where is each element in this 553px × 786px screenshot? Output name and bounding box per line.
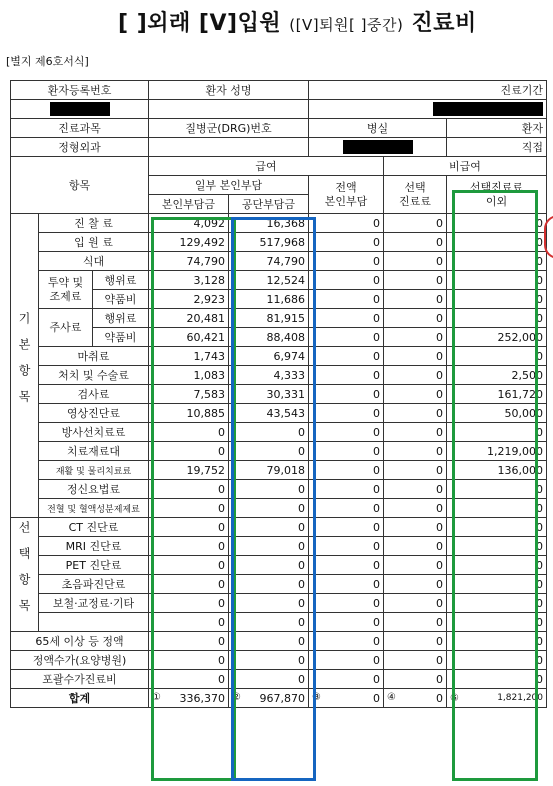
value-nonsel: 0: [447, 233, 547, 252]
job-label: 직접: [447, 138, 547, 157]
title-fee: 진료비: [411, 11, 477, 36]
row-sublabel: 행위료: [93, 271, 149, 290]
value-insurer: 16,368: [229, 214, 309, 233]
value-nonsel: 0: [447, 423, 547, 442]
circle-5: ⑤: [450, 692, 459, 704]
value-full: 0: [309, 613, 384, 632]
value-full: 0: [309, 480, 384, 499]
value-nonsel: 0: [447, 480, 547, 499]
value-full: 0: [309, 442, 384, 461]
value-self: 0: [149, 670, 229, 689]
value-nonsel: 0: [447, 537, 547, 556]
total-insurer: [229, 689, 309, 708]
value-insurer: 0: [229, 480, 309, 499]
value-sel: 0: [384, 594, 447, 613]
non-selective-header: 선택진료료 이외: [447, 176, 547, 214]
value-sel: 0: [384, 214, 447, 233]
redaction-bar: [433, 102, 543, 116]
row-label: 정액수가(요양병원): [11, 651, 149, 670]
medical-bill-table: [10, 80, 547, 708]
value-insurer: 0: [229, 670, 309, 689]
row-label: 방사선치료료: [39, 423, 149, 442]
uninsured-header: 비급여: [384, 157, 547, 176]
value-sel: 0: [384, 518, 447, 537]
circle-4: ④: [387, 691, 396, 703]
value-full: 0: [309, 214, 384, 233]
value-nonsel: 0: [447, 290, 547, 309]
value-self: 4,092: [149, 214, 229, 233]
value-nonsel: 252,000: [447, 328, 547, 347]
value-full: 0: [309, 290, 384, 309]
total-self: [149, 689, 229, 708]
row-label: 정신요법료: [39, 480, 149, 499]
value-insurer: 6,974: [229, 347, 309, 366]
table-row: [11, 309, 547, 328]
row-label: 보철·교정료·기타: [39, 594, 149, 613]
value-self: 0: [149, 575, 229, 594]
value-nonsel: 0: [447, 347, 547, 366]
value-sel: 0: [384, 461, 447, 480]
row-label: 식대: [39, 252, 149, 271]
circle-3: ③: [312, 691, 321, 703]
value-full: 0: [309, 575, 384, 594]
patient-no-label: 환자등록번호: [11, 81, 149, 100]
value-sel: 0: [384, 651, 447, 670]
table-row: [11, 404, 547, 423]
group-basic-label: [11, 214, 39, 518]
value-sel: 0: [384, 556, 447, 575]
value-sel: 0: [384, 309, 447, 328]
row-sublabel: 약품비: [93, 328, 149, 347]
full-self-header: 전액 본인부담: [309, 176, 384, 214]
form-number: [별지 제6호서식]: [6, 55, 89, 68]
row-label: 포괄수가진료비: [11, 670, 149, 689]
insured-header: 급여: [149, 157, 384, 176]
row-label: 주사료: [39, 309, 93, 347]
table-row: [11, 252, 547, 271]
row-label: 입 원 료: [39, 233, 149, 252]
row-label: CT 진단료: [39, 518, 149, 537]
value-self: 20,481: [149, 309, 229, 328]
table-row: [11, 461, 547, 480]
value-self: 0: [149, 613, 229, 632]
value-insurer: 79,018: [229, 461, 309, 480]
table-row: [11, 632, 547, 651]
patient-name-label: 환자 성명: [149, 81, 309, 100]
value-nonsel: 2,500: [447, 366, 547, 385]
row-label: 전혈 및 혈액성분제제료: [39, 499, 149, 518]
value-full: 0: [309, 518, 384, 537]
value-insurer: 0: [229, 632, 309, 651]
value-self: 0: [149, 518, 229, 537]
value-insurer: 30,331: [229, 385, 309, 404]
total-sel: [384, 689, 447, 708]
group-basic-text: 기본항목: [17, 312, 31, 416]
total-nonsel: [447, 689, 547, 708]
group-select-label: [11, 518, 39, 632]
value-sel: 0: [384, 404, 447, 423]
room-label: 병실: [309, 119, 447, 138]
patient-type-label: 환자: [447, 119, 547, 138]
row-label: 투약 및 조제료: [39, 271, 93, 309]
value-insurer: 0: [229, 442, 309, 461]
value-self: 0: [149, 442, 229, 461]
value-full: 0: [309, 594, 384, 613]
value-insurer: 0: [229, 556, 309, 575]
row-label: 치료재료대: [39, 442, 149, 461]
value-full: 0: [309, 347, 384, 366]
value-nonsel: 0: [447, 518, 547, 537]
value-full: 0: [309, 632, 384, 651]
period-value: [309, 100, 547, 119]
self-pay-header: 본인부담금: [149, 195, 229, 214]
bill-body: [11, 214, 547, 689]
table-row: [11, 670, 547, 689]
value-self: 7,583: [149, 385, 229, 404]
value-self: 10,885: [149, 404, 229, 423]
value-self: 0: [149, 480, 229, 499]
value-nonsel: 136,000: [447, 461, 547, 480]
value-nonsel: 0: [447, 214, 547, 233]
value-nonsel: 0: [447, 670, 547, 689]
table-row: [11, 233, 547, 252]
value-insurer: 0: [229, 423, 309, 442]
document-title: [118, 6, 477, 37]
insurer-pay-header: 공단부담금: [229, 195, 309, 214]
value-self: 1,743: [149, 347, 229, 366]
value-full: 0: [309, 404, 384, 423]
value-nonsel: 0: [447, 271, 547, 290]
value-insurer: 74,790: [229, 252, 309, 271]
row-label: 진 찰 료: [39, 214, 149, 233]
value-sel: 0: [384, 347, 447, 366]
value-full: 0: [309, 366, 384, 385]
dept-value: 정형외과: [11, 138, 149, 157]
value-nonsel: 0: [447, 556, 547, 575]
value-sel: 0: [384, 290, 447, 309]
table-row: [11, 442, 547, 461]
value-self: 60,421: [149, 328, 229, 347]
value-sel: 0: [384, 366, 447, 385]
value-self: 1,083: [149, 366, 229, 385]
circle-1: ①: [152, 691, 161, 703]
table-row: [11, 499, 547, 518]
value-self: 0: [149, 651, 229, 670]
value-nonsel: 0: [447, 499, 547, 518]
row-label: 검사료: [39, 385, 149, 404]
value-insurer: 11,686: [229, 290, 309, 309]
total-nonsel-value: 1,821,200: [497, 692, 543, 703]
value-nonsel: 0: [447, 613, 547, 632]
partial-header: 일부 본인부담: [149, 176, 309, 195]
value-self: 0: [149, 499, 229, 518]
table-row: [11, 366, 547, 385]
value-nonsel: 0: [447, 309, 547, 328]
value-insurer: 0: [229, 499, 309, 518]
value-self: 0: [149, 556, 229, 575]
value-nonsel: 1,219,000: [447, 442, 547, 461]
table-row: [11, 214, 547, 233]
value-sel: 0: [384, 233, 447, 252]
row-label: [39, 613, 149, 632]
table-row: [11, 575, 547, 594]
table-row: [11, 613, 547, 632]
value-self: 129,492: [149, 233, 229, 252]
value-insurer: 0: [229, 537, 309, 556]
total-insurer-value: 967,870: [259, 691, 305, 705]
total-full: [309, 689, 384, 708]
red-annotation-mark: [544, 215, 553, 259]
group-select-text: 선택항목: [17, 521, 31, 625]
value-sel: 0: [384, 499, 447, 518]
title-discharge-type: ([V]퇴원[ ]중간): [289, 16, 404, 34]
table-row: [11, 385, 547, 404]
value-full: 0: [309, 385, 384, 404]
drg-label: 질병군(DRG)번호: [149, 119, 309, 138]
value-self: 3,128: [149, 271, 229, 290]
value-sel: 0: [384, 423, 447, 442]
value-nonsel: 0: [447, 651, 547, 670]
value-insurer: 517,968: [229, 233, 309, 252]
table-row: [11, 556, 547, 575]
value-nonsel: 0: [447, 594, 547, 613]
value-self: 2,923: [149, 290, 229, 309]
value-sel: 0: [384, 480, 447, 499]
value-nonsel: 0: [447, 575, 547, 594]
value-full: 0: [309, 651, 384, 670]
value-full: 0: [309, 461, 384, 480]
value-full: 0: [309, 328, 384, 347]
value-full: 0: [309, 499, 384, 518]
value-insurer: 0: [229, 594, 309, 613]
total-full-value: 0: [373, 691, 380, 705]
row-sublabel: 약품비: [93, 290, 149, 309]
table-row: [11, 594, 547, 613]
value-sel: 0: [384, 271, 447, 290]
circle-2: ②: [232, 691, 241, 703]
value-insurer: 0: [229, 613, 309, 632]
row-label: 처치 및 수술료: [39, 366, 149, 385]
value-sel: 0: [384, 385, 447, 404]
value-self: 0: [149, 594, 229, 613]
value-self: 19,752: [149, 461, 229, 480]
value-full: 0: [309, 252, 384, 271]
value-full: 0: [309, 556, 384, 575]
table-row: [11, 347, 547, 366]
value-sel: 0: [384, 575, 447, 594]
value-sel: 0: [384, 328, 447, 347]
selective-header: 선택 진료료: [384, 176, 447, 214]
value-sel: 0: [384, 613, 447, 632]
value-insurer: 0: [229, 651, 309, 670]
value-full: 0: [309, 309, 384, 328]
value-nonsel: 161,720: [447, 385, 547, 404]
table-row: [11, 537, 547, 556]
value-self: 0: [149, 632, 229, 651]
item-header: 항목: [11, 157, 149, 214]
value-full: 0: [309, 537, 384, 556]
value-sel: 0: [384, 670, 447, 689]
table-row: [11, 423, 547, 442]
value-insurer: 4,333: [229, 366, 309, 385]
row-label: 영상진단료: [39, 404, 149, 423]
redaction-bar: [343, 140, 413, 154]
room-value: [309, 138, 447, 157]
value-full: 0: [309, 271, 384, 290]
table-row: [11, 651, 547, 670]
redaction-bar: [50, 102, 110, 116]
value-nonsel: 0: [447, 632, 547, 651]
value-insurer: 0: [229, 518, 309, 537]
table-row: [11, 480, 547, 499]
period-label: 진료기간: [309, 81, 547, 100]
value-sel: 0: [384, 632, 447, 651]
row-label: MRI 진단료: [39, 537, 149, 556]
patient-name-value: [149, 100, 309, 119]
row-label: 65세 이상 등 정액: [11, 632, 149, 651]
value-sel: 0: [384, 252, 447, 271]
value-insurer: 12,524: [229, 271, 309, 290]
table-row: [11, 271, 547, 290]
total-label: 합계: [11, 689, 149, 708]
value-nonsel: 0: [447, 252, 547, 271]
drg-value: [149, 138, 309, 157]
value-nonsel: 50,000: [447, 404, 547, 423]
value-sel: 0: [384, 442, 447, 461]
value-insurer: 81,915: [229, 309, 309, 328]
total-sel-value: 0: [436, 691, 443, 705]
value-self: 0: [149, 537, 229, 556]
row-label: PET 진단료: [39, 556, 149, 575]
total-self-value: 336,370: [179, 691, 225, 705]
value-self: 0: [149, 423, 229, 442]
row-label: 재활 및 물리치료료: [39, 461, 149, 480]
value-full: 0: [309, 670, 384, 689]
value-full: 0: [309, 233, 384, 252]
dept-label: 진료과목: [11, 119, 149, 138]
row-sublabel: 행위료: [93, 309, 149, 328]
value-insurer: 43,543: [229, 404, 309, 423]
value-sel: 0: [384, 537, 447, 556]
row-label: 마취료: [39, 347, 149, 366]
value-insurer: 0: [229, 575, 309, 594]
row-label: 초음파진단료: [39, 575, 149, 594]
value-full: 0: [309, 423, 384, 442]
value-insurer: 88,408: [229, 328, 309, 347]
title-visit-type: [ ]외래 [V]입원: [118, 11, 282, 36]
patient-no-value: [11, 100, 149, 119]
value-self: 74,790: [149, 252, 229, 271]
table-row: [11, 518, 547, 537]
